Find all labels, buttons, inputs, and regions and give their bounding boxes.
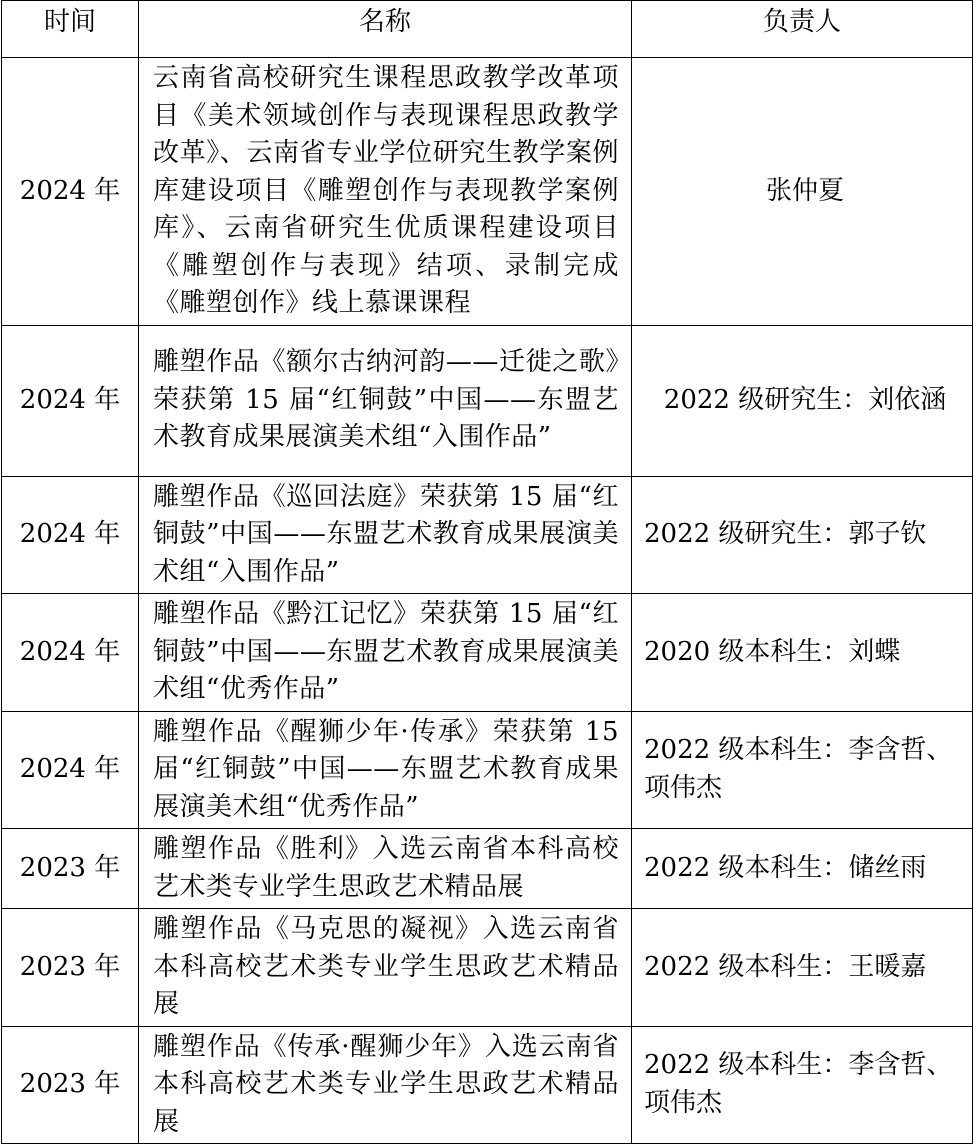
cell-name: 云南省高校研究生课程思政教学改革项目《美术领域创作与表现课程思政教学改革》、云南省专业学位研究生教学案例库建设项目《雕塑创作与表现教学案例库》、云南省研究生优质课程建设项目《雕塑创作与表现》结项、录制完成《雕塑创作》线上慕课课程: [139, 58, 632, 326]
table-row: [2, 909, 973, 1027]
cell-owner: 2022 级研究生：郭子钦: [632, 476, 973, 594]
cell-name: 雕塑作品《醒狮少年·传承》荣获第 15 届“红铜鼓”中国——东盟艺术教育成果展演美术组“优秀作品”: [139, 711, 632, 829]
header-name: 名称: [139, 1, 632, 58]
cell-name: 雕塑作品《传承·醒狮少年》入选云南省本科高校艺术类专业学生思政艺术精品展: [139, 1026, 632, 1144]
cell-time: 2024 年: [2, 58, 139, 326]
cell-time: 2024 年: [2, 325, 139, 476]
cell-owner: 张仲夏: [632, 58, 973, 326]
cell-owner: 2022 级本科生：李含哲、项伟杰: [632, 711, 973, 829]
cell-name: 雕塑作品《黔江记忆》荣获第 15 届“红铜鼓”中国——东盟艺术教育成果展演美术组“优秀作品”: [139, 594, 632, 712]
cell-time: 2024 年: [2, 594, 139, 712]
cell-time: 2023 年: [2, 909, 139, 1027]
cell-name: 雕塑作品《马克思的凝视》入选云南省本科高校艺术类专业学生思政艺术精品展: [139, 909, 632, 1027]
table-row: [2, 58, 973, 326]
cell-owner: 2022 级本科生：储丝雨: [632, 829, 973, 909]
header-row: [2, 1, 973, 58]
cell-time: 2024 年: [2, 476, 139, 594]
table-row: [2, 711, 973, 829]
cell-time: 2023 年: [2, 829, 139, 909]
cell-name: 雕塑作品《胜利》入选云南省本科高校艺术类专业学生思政艺术精品展: [139, 829, 632, 909]
table-row: [2, 325, 973, 476]
cell-owner: 2020 级本科生：刘蝶: [632, 594, 973, 712]
table-row: [2, 594, 973, 712]
cell-time: 2024 年: [2, 711, 139, 829]
cell-time: 2023 年: [2, 1026, 139, 1144]
cell-owner: 2022 级本科生：李含哲、项伟杰: [632, 1026, 973, 1144]
cell-owner: 2022 级研究生：刘依涵: [632, 325, 973, 476]
table-row: [2, 829, 973, 909]
cell-name: 雕塑作品《额尔古纳河韵——迁徙之歌》荣获第 15 届“红铜鼓”中国——东盟艺术教育成果展演美术组“入围作品”: [139, 325, 632, 476]
table-row: [2, 476, 973, 594]
header-time: 时间: [2, 1, 139, 58]
cell-owner: 2022 级本科生：王暖嘉: [632, 909, 973, 1027]
header-owner: 负责人: [632, 1, 973, 58]
cell-name: 雕塑作品《巡回法庭》荣获第 15 届“红铜鼓”中国——东盟艺术教育成果展演美术组“入围作品”: [139, 476, 632, 594]
awards-table: [1, 0, 973, 1144]
table-row: [2, 1026, 973, 1144]
